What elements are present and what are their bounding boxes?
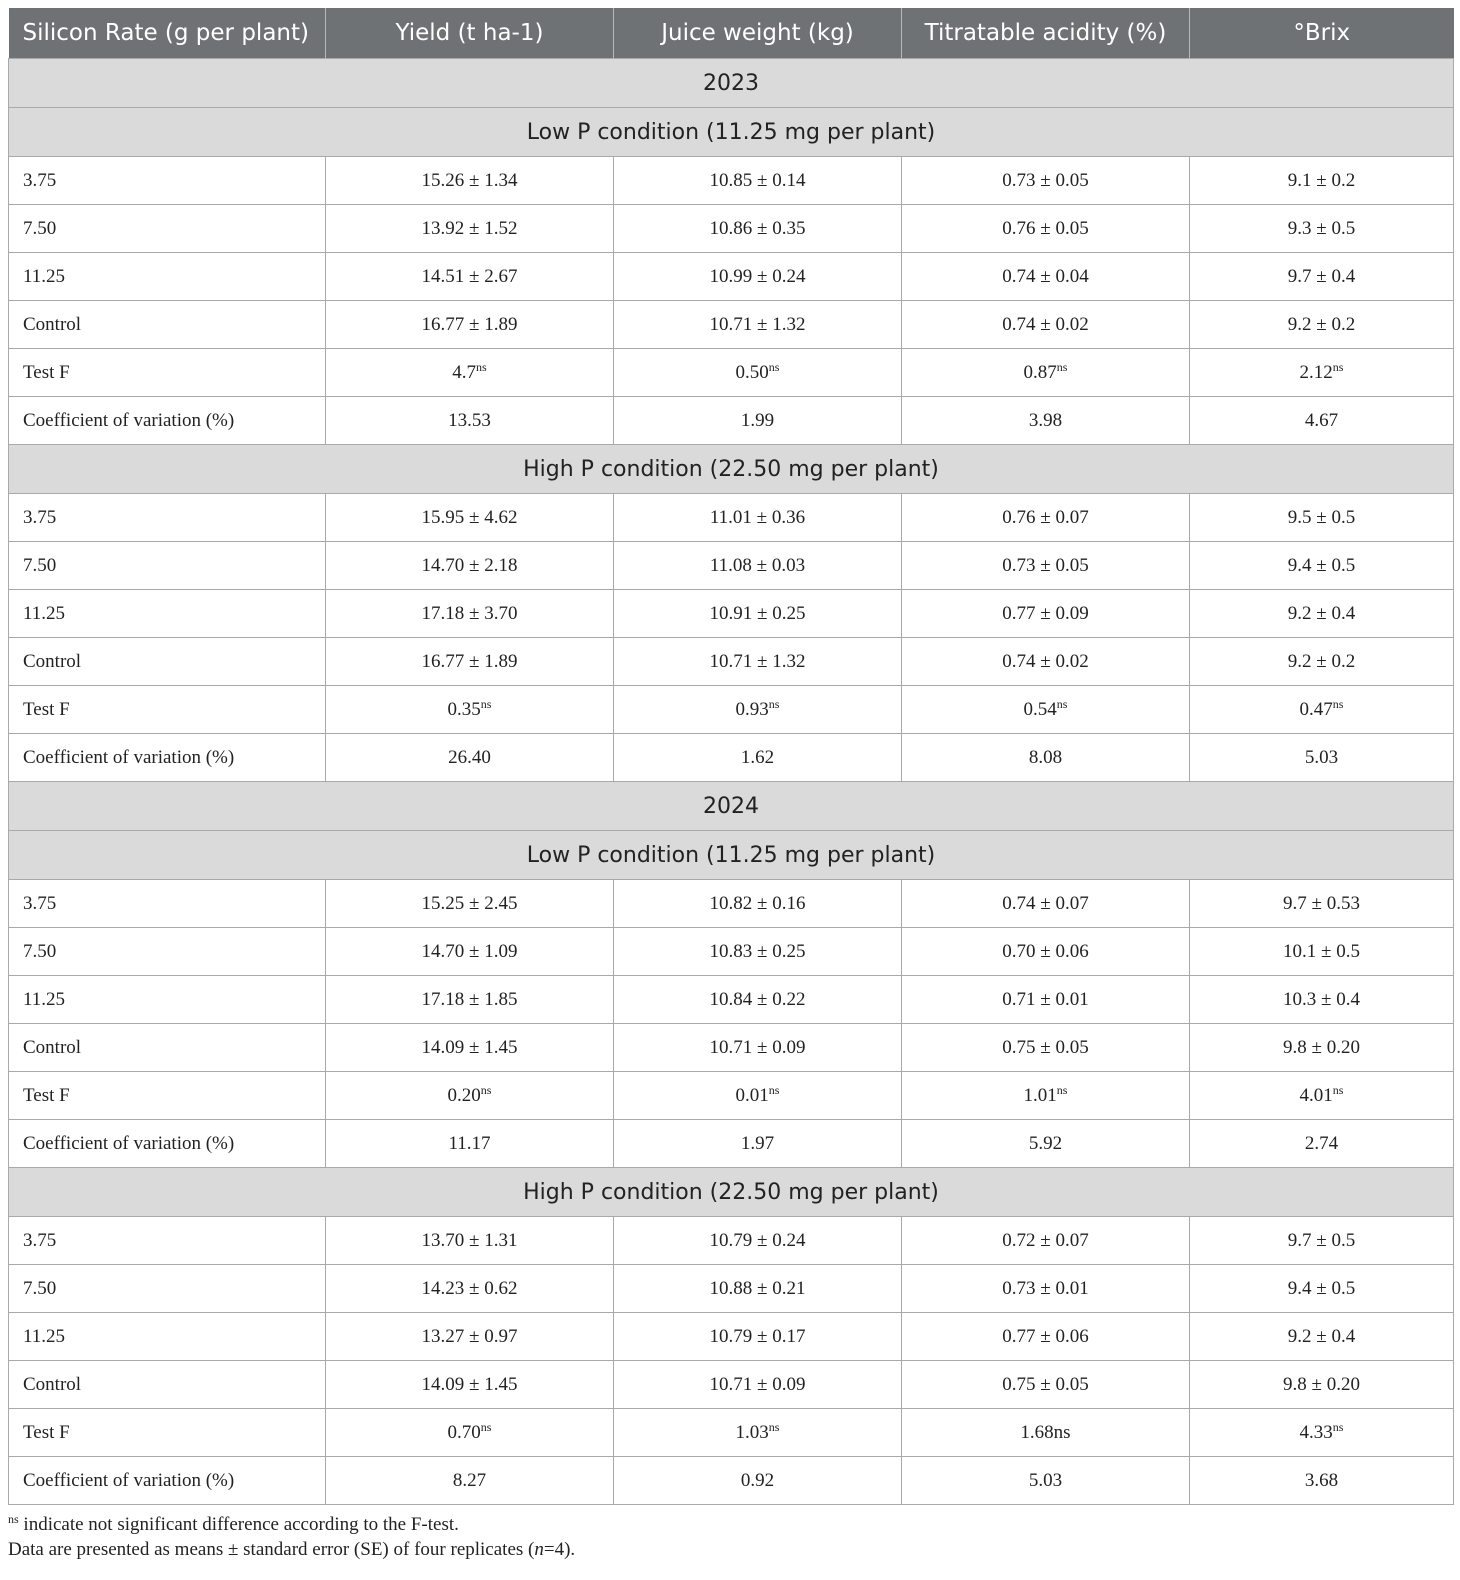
table-row [9, 976, 1454, 1024]
silicon-rate-cell: 7.50 [9, 205, 326, 253]
significance-marker: ns [476, 359, 487, 374]
value-cell [902, 1313, 1190, 1361]
value-text: 10.84 ± 0.22 [709, 988, 806, 1010]
value-cell [614, 205, 902, 253]
value-text: 9.4 ± 0.5 [1287, 554, 1356, 576]
value-cell [326, 494, 614, 542]
value-cell [902, 1120, 1190, 1168]
value-text: 0.74 ± 0.02 [1002, 313, 1089, 335]
value-cell [902, 928, 1190, 976]
footnotes [8, 1512, 575, 1562]
value-cell [326, 301, 614, 349]
value-cell [614, 928, 902, 976]
value-cell [902, 734, 1190, 782]
value-text: 10.3 ± 0.4 [1283, 988, 1360, 1010]
value-cell [1190, 349, 1454, 397]
value-cell [614, 1072, 902, 1120]
value-cell [614, 638, 902, 686]
value-cell [902, 349, 1190, 397]
value-cell [1190, 157, 1454, 205]
value-text: 10.71 ± 0.09 [709, 1036, 806, 1058]
value-cell [326, 349, 614, 397]
value-text: 14.23 ± 0.62 [421, 1277, 518, 1299]
footnote-ns-text: indicate not significant difference according to the F-test. [18, 1514, 459, 1535]
silicon-rate-cell: 11.25 [9, 253, 326, 301]
value-text: 10.71 ± 0.09 [709, 1373, 806, 1395]
value-text: 5.92 [1028, 1132, 1063, 1154]
value-text: 0.73 ± 0.05 [1002, 554, 1089, 576]
value-cell [614, 976, 902, 1024]
value-text: 0.92 [740, 1469, 775, 1491]
value-cell [326, 1265, 614, 1313]
value-cell [1190, 1313, 1454, 1361]
value-cell [902, 397, 1190, 445]
significance-marker: ns [1056, 359, 1068, 374]
value-cell [614, 157, 902, 205]
condition-label: Low P condition (11.25 mg per plant) [9, 831, 1454, 880]
value-text: 2.12 [1299, 361, 1333, 383]
value-cell [326, 1313, 614, 1361]
column-header: Titratable acidity (%) [902, 8, 1190, 59]
value-text: 15.25 ± 2.45 [421, 892, 518, 914]
value-text: 1.62 [740, 746, 775, 768]
value-cell [1190, 253, 1454, 301]
silicon-rate-cell: 11.25 [9, 1313, 326, 1361]
value-text: 10.88 ± 0.21 [709, 1277, 806, 1299]
table-header [9, 8, 1454, 59]
value-cell [1190, 1072, 1454, 1120]
condition-row [9, 445, 1454, 494]
value-cell [326, 1120, 614, 1168]
value-cell [902, 638, 1190, 686]
silicon-rate-cell: Control [9, 1361, 326, 1409]
value-text: 16.77 ± 1.89 [421, 313, 518, 335]
value-cell [326, 1361, 614, 1409]
value-cell [1190, 1409, 1454, 1457]
value-cell [1190, 1457, 1454, 1505]
silicon-rate-cell: Coefficient of variation (%) [9, 1457, 326, 1505]
value-text: 9.2 ± 0.4 [1287, 1325, 1356, 1347]
value-text: 9.5 ± 0.5 [1287, 506, 1356, 528]
value-text: 9.2 ± 0.2 [1287, 650, 1356, 672]
value-cell [326, 928, 614, 976]
value-text: 0.76 ± 0.05 [1002, 217, 1089, 239]
silicon-rate-cell: Coefficient of variation (%) [9, 1120, 326, 1168]
silicon-rate-cell: Test F [9, 1409, 326, 1457]
value-text: 4.67 [1304, 409, 1339, 431]
value-text: 4.01 [1299, 1084, 1333, 1106]
value-cell [1190, 494, 1454, 542]
value-text: 0.35 [447, 698, 481, 720]
value-cell [614, 253, 902, 301]
value-cell [614, 1361, 902, 1409]
significance-marker: ns [1332, 359, 1344, 374]
table-row [9, 1072, 1454, 1120]
value-cell [1190, 638, 1454, 686]
value-text: 15.26 ± 1.34 [421, 169, 518, 191]
silicon-rate-cell: Coefficient of variation (%) [9, 734, 326, 782]
value-cell [614, 1265, 902, 1313]
value-text: 1.97 [740, 1132, 775, 1154]
silicon-rate-cell: Control [9, 1024, 326, 1072]
significance-marker: ns [768, 696, 780, 711]
value-cell [326, 157, 614, 205]
value-text: 10.99 ± 0.24 [709, 265, 806, 287]
value-cell [902, 157, 1190, 205]
value-cell [326, 1024, 614, 1072]
value-cell [902, 1457, 1190, 1505]
value-text: 0.70 [447, 1421, 481, 1443]
value-text: 1.01 [1023, 1084, 1057, 1106]
footnote-data [8, 1537, 575, 1562]
value-cell [614, 880, 902, 928]
year-row [9, 59, 1454, 108]
table-row [9, 1217, 1454, 1265]
value-text: 0.50 [735, 361, 769, 383]
table-row [9, 301, 1454, 349]
footnote-data-end: =4). [543, 1539, 576, 1560]
value-text: 13.53 [448, 409, 491, 431]
value-cell [326, 1072, 614, 1120]
table-row [9, 638, 1454, 686]
column-header: °Brix [1190, 8, 1454, 59]
silicon-rate-cell: 7.50 [9, 1265, 326, 1313]
value-text: 13.70 ± 1.31 [421, 1229, 518, 1251]
value-text: 14.70 ± 2.18 [421, 554, 518, 576]
value-text: 13.27 ± 0.97 [421, 1325, 518, 1347]
value-text: 5.03 [1028, 1469, 1063, 1491]
value-cell [326, 638, 614, 686]
value-text: 11.08 ± 0.03 [709, 554, 806, 576]
value-cell [1190, 928, 1454, 976]
footnote-ns [8, 1512, 575, 1537]
value-text: 0.74 ± 0.07 [1002, 892, 1089, 914]
value-cell [1190, 976, 1454, 1024]
value-cell [614, 1217, 902, 1265]
value-cell [902, 1361, 1190, 1409]
value-text: 10.86 ± 0.35 [709, 217, 806, 239]
value-cell [614, 1120, 902, 1168]
silicon-rate-cell: 3.75 [9, 157, 326, 205]
data-table-wrapper [8, 8, 1453, 1505]
value-cell [614, 686, 902, 734]
significance-marker: ns [1056, 1082, 1068, 1097]
value-cell [614, 542, 902, 590]
value-text: 10.91 ± 0.25 [709, 602, 806, 624]
value-text: 8.27 [452, 1469, 487, 1491]
value-cell [1190, 397, 1454, 445]
value-cell [902, 494, 1190, 542]
value-text: 11.17 [448, 1132, 491, 1154]
value-text: 0.77 ± 0.09 [1002, 602, 1089, 624]
value-cell [326, 734, 614, 782]
value-text: 26.40 [448, 746, 491, 768]
value-cell [326, 590, 614, 638]
value-text: 9.8 ± 0.20 [1283, 1036, 1360, 1058]
value-cell [1190, 590, 1454, 638]
table-row [9, 590, 1454, 638]
value-text: 9.4 ± 0.5 [1287, 1277, 1356, 1299]
silicon-rate-cell: 11.25 [9, 976, 326, 1024]
value-cell [326, 1457, 614, 1505]
value-text: 9.7 ± 0.5 [1287, 1229, 1356, 1251]
table-row [9, 542, 1454, 590]
value-text: 13.92 ± 1.52 [421, 217, 518, 239]
value-cell [614, 349, 902, 397]
value-text: 0.20 [447, 1084, 481, 1106]
value-cell [1190, 1120, 1454, 1168]
value-text: 3.98 [1028, 409, 1063, 431]
value-text: 9.1 ± 0.2 [1287, 169, 1356, 191]
column-header: Silicon Rate (g per plant) [9, 8, 326, 59]
footnote-data-text: Data are presented as means ± standard error (SE) of four replicates ( [8, 1539, 535, 1560]
value-cell [1190, 880, 1454, 928]
value-cell [902, 205, 1190, 253]
silicon-rate-cell: Test F [9, 1072, 326, 1120]
value-cell [614, 494, 902, 542]
condition-row [9, 108, 1454, 157]
value-cell [902, 590, 1190, 638]
value-text: 3.68 [1304, 1469, 1339, 1491]
condition-label: High P condition (22.50 mg per plant) [9, 445, 1454, 494]
value-cell [326, 976, 614, 1024]
value-cell [614, 590, 902, 638]
condition-row [9, 831, 1454, 880]
silicon-rate-cell: Control [9, 638, 326, 686]
value-text: 1.99 [740, 409, 775, 431]
value-text: 9.3 ± 0.5 [1287, 217, 1356, 239]
table-row [9, 205, 1454, 253]
value-text: 10.1 ± 0.5 [1283, 940, 1360, 962]
value-text: 14.09 ± 1.45 [421, 1036, 518, 1058]
footnote-ns-marker: ns [8, 1512, 19, 1526]
significance-marker: ns [480, 696, 492, 711]
value-cell [614, 301, 902, 349]
value-text: 14.70 ± 1.09 [421, 940, 518, 962]
table-row [9, 1457, 1454, 1505]
value-text: 9.7 ± 0.53 [1283, 892, 1360, 914]
silicon-rate-cell: 11.25 [9, 590, 326, 638]
value-text: 14.09 ± 1.45 [421, 1373, 518, 1395]
value-text: 0.73 ± 0.05 [1002, 169, 1089, 191]
value-cell [614, 1313, 902, 1361]
value-text: 1.68ns [1020, 1421, 1071, 1443]
table-row [9, 397, 1454, 445]
silicon-rate-cell: 3.75 [9, 494, 326, 542]
value-text: 10.82 ± 0.16 [709, 892, 806, 914]
value-cell [326, 205, 614, 253]
value-cell [902, 1217, 1190, 1265]
value-cell [902, 880, 1190, 928]
value-text: 17.18 ± 1.85 [421, 988, 518, 1010]
table-row [9, 1024, 1454, 1072]
value-text: 0.47 [1299, 698, 1333, 720]
value-text: 9.2 ± 0.4 [1287, 602, 1356, 624]
value-cell [1190, 542, 1454, 590]
column-header: Yield (t ha-1) [326, 8, 614, 59]
value-cell [326, 1409, 614, 1457]
value-text: 0.01 [735, 1084, 769, 1106]
value-cell [614, 1457, 902, 1505]
value-cell [614, 1409, 902, 1457]
value-cell [1190, 734, 1454, 782]
value-cell [326, 542, 614, 590]
value-cell [614, 397, 902, 445]
value-text: 14.51 ± 2.67 [421, 265, 518, 287]
value-text: 2.74 [1304, 1132, 1339, 1154]
significance-marker: ns [768, 359, 780, 374]
value-cell [614, 734, 902, 782]
value-cell [326, 686, 614, 734]
value-text: 16.77 ± 1.89 [421, 650, 518, 672]
value-cell [1190, 205, 1454, 253]
value-cell [902, 1265, 1190, 1313]
value-text: 0.75 ± 0.05 [1002, 1373, 1089, 1395]
table-row [9, 349, 1454, 397]
value-cell [326, 397, 614, 445]
value-text: 15.95 ± 4.62 [421, 506, 518, 528]
value-text: 0.77 ± 0.06 [1002, 1325, 1089, 1347]
footnote-n-symbol: n [534, 1539, 544, 1560]
value-text: 10.79 ± 0.17 [709, 1325, 806, 1347]
value-cell [326, 1217, 614, 1265]
silicon-rate-cell: Control [9, 301, 326, 349]
significance-marker: ns [1056, 696, 1068, 711]
value-text: 17.18 ± 3.70 [421, 602, 518, 624]
value-cell [326, 253, 614, 301]
value-text: 10.71 ± 1.32 [709, 313, 806, 335]
data-table [8, 8, 1454, 1505]
value-text: 0.74 ± 0.04 [1002, 265, 1089, 287]
value-cell [902, 542, 1190, 590]
table-row [9, 494, 1454, 542]
value-cell [326, 880, 614, 928]
value-cell [1190, 301, 1454, 349]
value-cell [902, 1024, 1190, 1072]
silicon-rate-cell: 7.50 [9, 542, 326, 590]
value-cell [902, 976, 1190, 1024]
table-row [9, 1313, 1454, 1361]
condition-label: Low P condition (11.25 mg per plant) [9, 108, 1454, 157]
value-text: 0.54 [1023, 698, 1057, 720]
silicon-rate-cell: Coefficient of variation (%) [9, 397, 326, 445]
value-text: 0.93 [735, 698, 769, 720]
value-cell [902, 253, 1190, 301]
value-text: 10.83 ± 0.25 [709, 940, 806, 962]
value-cell [1190, 1024, 1454, 1072]
value-text: 0.87 [1023, 361, 1057, 383]
value-text: 0.73 ± 0.01 [1002, 1277, 1089, 1299]
table-row [9, 1409, 1454, 1457]
column-header: Juice weight (kg) [614, 8, 902, 59]
table-row [9, 253, 1454, 301]
value-text: 9.7 ± 0.4 [1287, 265, 1356, 287]
silicon-rate-cell: 3.75 [9, 880, 326, 928]
value-text: 11.01 ± 0.36 [709, 506, 806, 528]
value-text: 0.74 ± 0.02 [1002, 650, 1089, 672]
silicon-rate-cell: 7.50 [9, 928, 326, 976]
value-text: 0.75 ± 0.05 [1002, 1036, 1089, 1058]
condition-label: High P condition (22.50 mg per plant) [9, 1168, 1454, 1217]
value-text: 4.33 [1299, 1421, 1333, 1443]
value-text: 9.2 ± 0.2 [1287, 313, 1356, 335]
value-text: 4.7 [452, 361, 477, 383]
significance-marker: ns [480, 1419, 492, 1434]
table-row [9, 157, 1454, 205]
table-row [9, 1120, 1454, 1168]
value-cell [902, 301, 1190, 349]
silicon-rate-cell: Test F [9, 349, 326, 397]
year-label: 2023 [9, 59, 1454, 108]
value-cell [614, 1024, 902, 1072]
value-text: 0.70 ± 0.06 [1002, 940, 1089, 962]
significance-marker: ns [480, 1082, 492, 1097]
value-text: 0.76 ± 0.07 [1002, 506, 1089, 528]
value-text: 5.03 [1304, 746, 1339, 768]
table-row [9, 686, 1454, 734]
significance-marker: ns [768, 1082, 780, 1097]
value-text: 10.79 ± 0.24 [709, 1229, 806, 1251]
value-text: 1.03 [735, 1421, 769, 1443]
value-text: 10.85 ± 0.14 [709, 169, 806, 191]
value-text: 9.8 ± 0.20 [1283, 1373, 1360, 1395]
value-text: 8.08 [1028, 746, 1063, 768]
significance-marker: ns [1332, 696, 1344, 711]
header-row [9, 8, 1454, 59]
value-cell [1190, 1217, 1454, 1265]
significance-marker: ns [1332, 1419, 1344, 1434]
significance-marker: ns [768, 1419, 780, 1434]
table-row [9, 1265, 1454, 1313]
value-cell [1190, 1265, 1454, 1313]
year-label: 2024 [9, 782, 1454, 831]
value-cell [902, 1072, 1190, 1120]
table-row [9, 734, 1454, 782]
silicon-rate-cell: Test F [9, 686, 326, 734]
table-body [9, 59, 1454, 1505]
value-cell [1190, 686, 1454, 734]
condition-row [9, 1168, 1454, 1217]
value-cell [1190, 1361, 1454, 1409]
table-row [9, 880, 1454, 928]
year-row [9, 782, 1454, 831]
value-text: 0.72 ± 0.07 [1002, 1229, 1089, 1251]
table-row [9, 928, 1454, 976]
value-text: 0.71 ± 0.01 [1002, 988, 1089, 1010]
value-text: 10.71 ± 1.32 [709, 650, 806, 672]
silicon-rate-cell: 3.75 [9, 1217, 326, 1265]
value-cell [902, 686, 1190, 734]
value-cell [902, 1409, 1190, 1457]
significance-marker: ns [1332, 1082, 1344, 1097]
table-row [9, 1361, 1454, 1409]
